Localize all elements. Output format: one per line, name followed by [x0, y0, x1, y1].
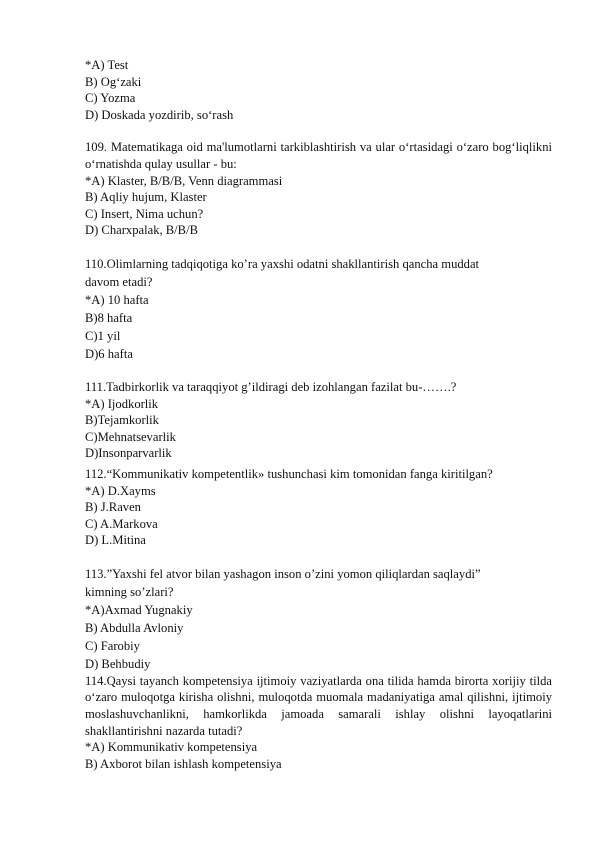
option-a: *A) 10 hafta: [85, 292, 149, 307]
option-c: C) Farobiy: [85, 638, 140, 653]
option-c: C) Insert, Nima uchun?: [85, 206, 204, 221]
question-113: [85, 565, 552, 673]
option-c: C) A.Markova: [85, 516, 158, 531]
question-text-line1: 113.”Yaxshi fel atvor bilan yashagon inson o’zini yomon qiliqlardan saqlaydi”: [85, 566, 481, 581]
option-b: B) Og‘zaki: [85, 74, 142, 89]
question-text-line2: davom etadi?: [85, 274, 153, 289]
option-a: *A) D.Xayms: [85, 483, 156, 498]
question-text: 114.Qaysi tayanch kompetensiya ijtimoiy vaziyatlarda ona tilida hamda birorta xorijiy tilda o‘zaro muloqotga kirisha olishni, muloqotda muomala madaniyatiga amal qilishni, ijtimoiy moslashuvchanlikni, hamkorlikda jamoada samarali ishlay olishni layoqatlarini shakllantirishni nazarda tutadi?: [85, 673, 552, 738]
option-b: B) Axborot bilan ishlash kompetensiya: [85, 756, 282, 771]
option-b: B) Aqliy hujum, Klaster: [85, 190, 207, 205]
question-114: [85, 673, 552, 773]
question-text-line2: kimning so’zlari?: [85, 584, 174, 599]
option-c: C) Yozma: [85, 91, 136, 106]
option-d: D) L.Mitina: [85, 533, 146, 548]
question-text: 109. Matematikaga oid ma'lumotlarni tarkiblashtirish va ular o‘rtasidagi o‘zaro bog‘liqlikni o‘rnatishda qulay usullar - bu:: [85, 140, 552, 171]
question-112: [85, 466, 552, 549]
option-c: C)Mehnatsevarlik: [85, 429, 176, 444]
question-text: 111.Tadbirkorlik va taraqqiyot g’ildiragi deb izohlangan fazilat bu-…….?: [85, 379, 457, 394]
option-b: B)Tejamkorlik: [85, 413, 159, 428]
document-page: [85, 57, 552, 772]
option-d: D) Behbudiy: [85, 656, 151, 671]
option-d: D)6 hafta: [85, 346, 133, 361]
option-a: *A)Axmad Yugnakiy: [85, 602, 193, 617]
question-109: [85, 139, 552, 239]
option-a: *A) Kommunikativ kompetensiya: [85, 740, 258, 755]
option-d: D) Charxpalak, B/B/B: [85, 223, 198, 238]
answer-options-top: [85, 57, 552, 123]
option-c: C)1 yil: [85, 328, 121, 343]
option-a: *A) Test: [85, 58, 129, 72]
question-text: 112.“Kommunikativ kompetentlik» tushunchasi kim tomonidan fanga kiritilgan?: [85, 466, 493, 481]
option-b: B)8 hafta: [85, 310, 133, 325]
question-110: [85, 255, 552, 363]
option-b: B) Abdulla Avloniy: [85, 620, 184, 635]
option-d: D) Doskada yozdirib, so‘rash: [85, 107, 234, 122]
question-text-line1: 110.Olimlarning tadqiqotiga ko’ra yaxshi odatni shakllantirish qancha muddat: [85, 256, 480, 271]
option-d: D)Insonparvarlik: [85, 446, 172, 461]
question-111: [85, 379, 552, 462]
option-b: B) J.Raven: [85, 500, 141, 515]
option-a: *A) Ijodkorlik: [85, 396, 159, 411]
option-a: *A) Klaster, B/B/B, Venn diagrammasi: [85, 173, 283, 188]
